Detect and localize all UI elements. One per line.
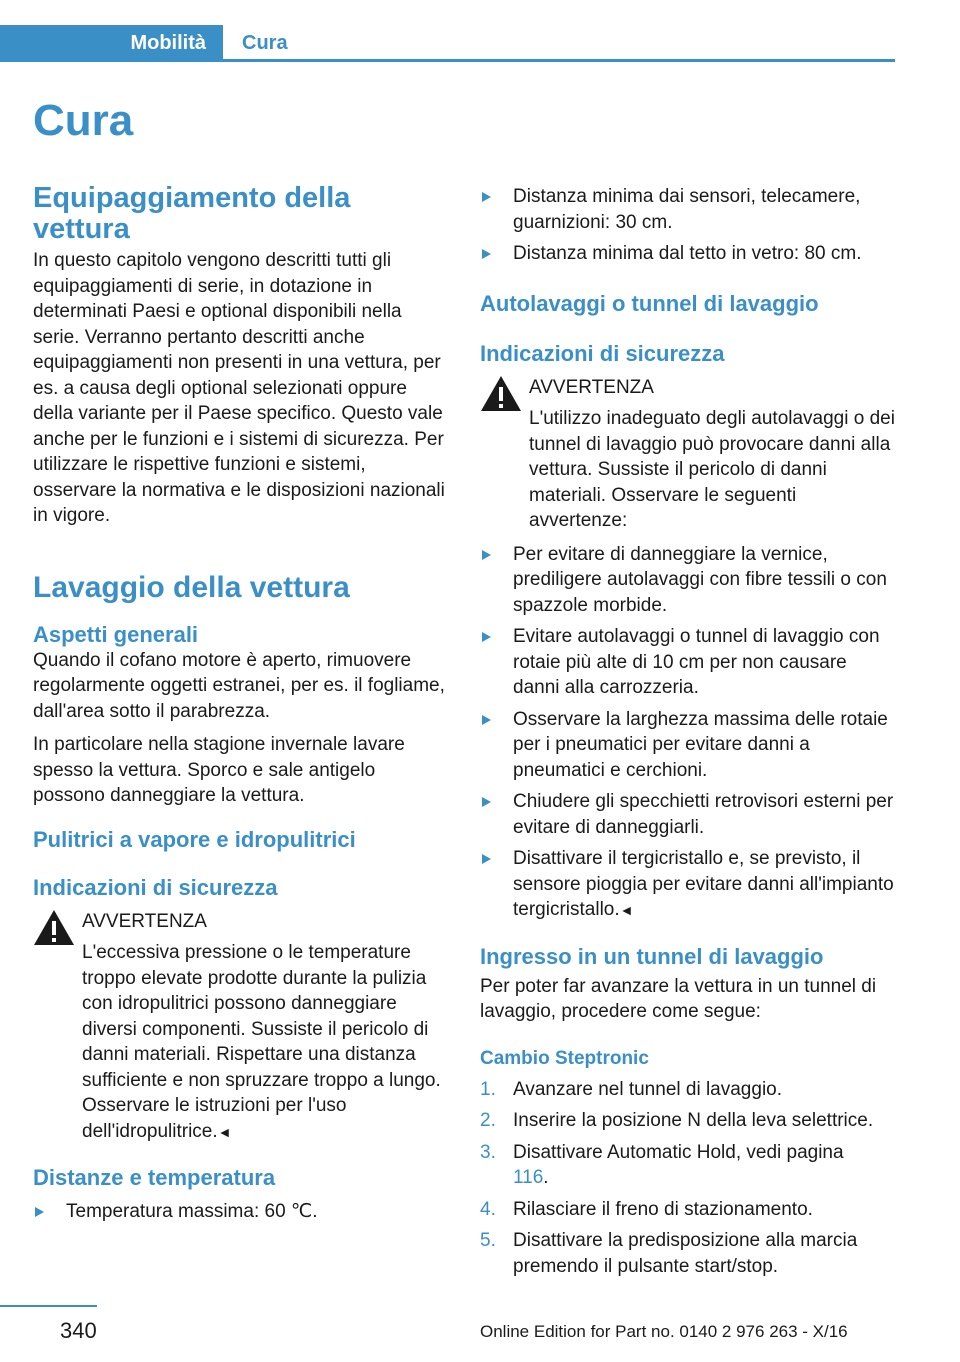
- heading-cambio-steptronic: Cambio Steptronic: [480, 1047, 649, 1069]
- warning-label-right: AVVERTENZA: [529, 376, 654, 398]
- paragraph-aspetti-2: In particolare nella stagione invernale lavare spesso la vettura. Sporco e sale antigelo possono danneggiare la vettura.: [33, 734, 405, 806]
- warning-text-left-content: L'eccessiva pressione o le temperature troppo elevate prodotte durante la pulizia con idropulitrici possono danneggiare diversi componenti. Sussiste il pericolo di danni materiali. Rispettare una distanza sufficiente e non spruzzare troppo a lungo. Osservare le istruzioni per l'uso dell'idropulitrice.: [82, 942, 441, 1142]
- heading-aspetti-generali: Aspetti generali: [33, 621, 199, 647]
- list-item: Osservare la larghezza massima delle rotaie per i pneumatici per evitare danni a pneumatici e cerchioni.: [480, 707, 895, 784]
- left-column: [33, 183, 448, 1225]
- steps-list: [480, 1077, 895, 1280]
- list-item: Chiudere gli specchietti retrovisori esterni per evitare di danneggiarli.: [480, 789, 895, 840]
- chapter-header: [0, 25, 895, 62]
- step-number: 2.: [480, 1110, 496, 1131]
- heading-indicazioni-sicurezza-left: Indicazioni di sicurezza: [33, 874, 278, 900]
- step-text: Disattivare Automatic Hold, vedi pagina: [513, 1141, 844, 1163]
- heading-distanze: Distanze e temperatura: [33, 1165, 276, 1190]
- list-item: Distanza minima dal tetto in vetro: 80 cm.: [480, 241, 895, 267]
- paragraph-equipaggiamento: In questo capitolo vengono descritti tutti gli equipaggiamenti di serie, in dotazione in determinati Paesi e optional disponibili nella serie. Verranno pertanto descritti anche equipaggiamenti non presenti in una vettura, per es. a causa degli optional selezionati oppure della variante per il Paese specifico. Questo vale anche per le funzioni e i sistemi di sicurezza. Per utilizzare le rispettive funzioni e sistemi, osservare la normativa e le disposizioni nazionali in vigore.: [33, 250, 445, 526]
- step-item: [480, 1077, 895, 1103]
- list-distanze-right: [480, 184, 895, 267]
- heading-autolavaggi: Autolavaggi o tunnel di lavaggio: [480, 290, 819, 316]
- step-text: Disattivare la predisposizione alla marcia premendo il pulsante start/stop.: [513, 1230, 858, 1277]
- paragraph-ingresso: Per poter far avanzare la vettura in un tunnel di lavaggio, procedere come segue:: [480, 975, 877, 1022]
- right-column: [480, 184, 895, 1279]
- page-link-116[interactable]: 116: [513, 1167, 544, 1188]
- heading-lavaggio: Lavaggio della vettura: [33, 570, 350, 604]
- step-number: 1.: [480, 1078, 496, 1100]
- page-number: 340: [60, 1318, 97, 1343]
- step-item: [480, 1140, 895, 1191]
- warning-triangle-icon: [480, 375, 522, 412]
- paragraph-aspetti-1: Quando il cofano motore è aperto, rimuovere regolarmente oggetti estranei, per es. il fogliame, dall'area sotto il parabrezza.: [33, 649, 445, 722]
- footer-rule: [0, 1305, 97, 1307]
- step-text: Inserire la posizione N della leva selettrice.: [513, 1110, 874, 1131]
- step-text: Rilasciare il freno di stazionamento.: [513, 1198, 813, 1220]
- step-item: [480, 1197, 895, 1223]
- warning-label-left: AVVERTENZA: [82, 910, 207, 932]
- warning-block-right: [480, 375, 895, 534]
- warning-block-left: [33, 909, 448, 1146]
- list-item: Distanza minima dai sensori, telecamere, guarnizioni: 30 cm.: [480, 184, 895, 235]
- end-mark-icon: ◄: [619, 902, 634, 918]
- header-rule: [0, 59, 895, 62]
- list-distanze-left: [33, 1199, 448, 1225]
- step-number: 3.: [480, 1141, 496, 1163]
- list-item: Evitare autolavaggi o tunnel di lavaggio con rotaie più alte di 10 cm per non causare danni alla carrozzeria.: [480, 624, 895, 701]
- heading-indicazioni-sicurezza-right: Indicazioni di sicurezza: [480, 340, 725, 366]
- list-item-text: Disattivare il tergicristallo e, se previsto, il sensore pioggia per evitare danni all'impianto tergicristallo.: [513, 848, 894, 920]
- list-item: [480, 846, 895, 924]
- step-item: [480, 1108, 895, 1134]
- page-title: Cura: [33, 96, 134, 145]
- tab-mobilita[interactable]: Mobilità: [0, 25, 223, 62]
- end-mark-icon: ◄: [217, 1123, 232, 1140]
- step-text: Avanzare nel tunnel di lavaggio.: [513, 1078, 783, 1100]
- step-text-after: .: [543, 1167, 549, 1188]
- heading-pulitrici: Pulitrici a vapore e idropulitrici: [33, 826, 356, 852]
- tab-cura[interactable]: Cura: [242, 32, 288, 54]
- list-item: Per evitare di danneggiare la vernice, prediligere autolavaggi con fibre tessili o con spazzole morbide.: [480, 542, 895, 619]
- step-item: [480, 1228, 895, 1279]
- step-number: 4.: [480, 1198, 496, 1220]
- heading-ingresso: Ingresso in un tunnel di lavaggio: [480, 943, 824, 969]
- step-number: 5.: [480, 1230, 496, 1251]
- edition-text: Online Edition for Part no. 0140 2 976 263 - X/16: [480, 1322, 848, 1341]
- warning-text-right: L'utilizzo inadeguato degli autolavaggi o dei tunnel di lavaggio può provocare danni alla vettura. Sussiste il pericolo di danni materiali. Osservare le seguenti avvertenze:: [529, 408, 895, 531]
- warning-text-left: [33, 940, 448, 1145]
- list-avvertenze: [480, 542, 895, 924]
- list-item: Temperatura massima: 60 ℃.: [33, 1199, 448, 1225]
- warning-triangle-icon: [33, 909, 75, 946]
- heading-equipaggiamento: Equipaggiamento della vettura: [33, 182, 351, 245]
